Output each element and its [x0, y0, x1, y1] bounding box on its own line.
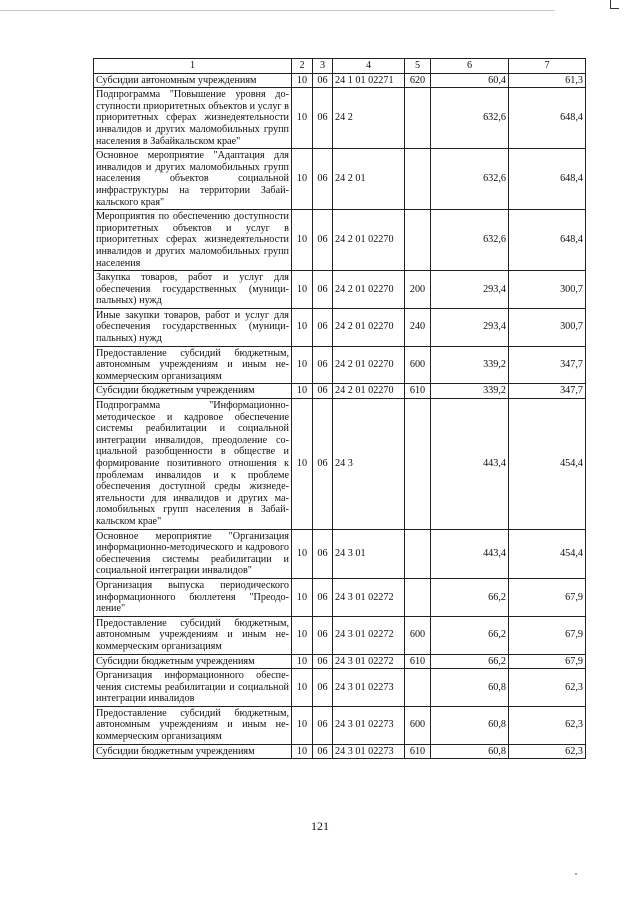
expense-type-cell	[405, 669, 431, 707]
subsection-cell: 06	[313, 669, 333, 707]
scan-top-line	[0, 10, 555, 11]
expense-type-cell: 240	[405, 308, 431, 346]
row-name-cell: Предоставление субсидий бюджетным, автономным учреждениям и иным некоммерческим организациям	[94, 616, 292, 654]
subsection-cell: 06	[313, 308, 333, 346]
budget-table	[93, 58, 586, 759]
target-article-cell: 24 2 01 02270	[333, 308, 405, 346]
amount-year2-cell: 300,7	[509, 271, 586, 309]
expense-type-cell: 610	[405, 384, 431, 399]
amount-year2-cell: 300,7	[509, 308, 586, 346]
header-cell: 6	[431, 59, 509, 74]
section-cell: 10	[292, 346, 313, 384]
amount-year1-cell: 293,4	[431, 308, 509, 346]
amount-year2-cell: 648,4	[509, 88, 586, 149]
target-article-cell: 24 2 01	[333, 149, 405, 210]
amount-year1-cell: 60,8	[431, 744, 509, 759]
subsection-cell: 06	[313, 384, 333, 399]
target-article-cell: 24 3 01 02272	[333, 654, 405, 669]
expense-type-cell	[405, 149, 431, 210]
subsection-cell: 06	[313, 616, 333, 654]
target-article-cell: 24 3 01 02273	[333, 669, 405, 707]
section-cell: 10	[292, 706, 313, 744]
row-name-cell: Основное мероприятие "Адаптация для инвалидов и других маломобильных групп населения объектов социальной инфраструктуры на территории Забайкальского края"	[94, 149, 292, 210]
row-name-cell: Мероприятия по обеспечению доступности приоритетных объектов и услуг в приоритетных сферах жизнедеятельности инвалидов и других маломобильных групп населения	[94, 210, 292, 271]
row-name-cell: Закупка товаров, работ и услуг для обеспечения государственных (муниципальных) нужд	[94, 271, 292, 309]
amount-year2-cell: 454,4	[509, 529, 586, 578]
table-row	[94, 308, 586, 346]
subsection-cell: 06	[313, 529, 333, 578]
table-row	[94, 346, 586, 384]
table-row	[94, 706, 586, 744]
amount-year1-cell: 60,4	[431, 73, 509, 88]
amount-year2-cell: 61,3	[509, 73, 586, 88]
target-article-cell: 24 2 01 02270	[333, 384, 405, 399]
amount-year1-cell: 293,4	[431, 271, 509, 309]
subsection-cell: 06	[313, 88, 333, 149]
expense-type-cell	[405, 88, 431, 149]
amount-year2-cell: 62,3	[509, 706, 586, 744]
table-row	[94, 744, 586, 759]
subsection-cell: 06	[313, 654, 333, 669]
expense-type-cell: 610	[405, 744, 431, 759]
section-cell: 10	[292, 744, 313, 759]
amount-year2-cell: 648,4	[509, 149, 586, 210]
row-name-cell: Субсидии бюджетным учреждениям	[94, 654, 292, 669]
header-cell: 2	[292, 59, 313, 74]
amount-year2-cell: 67,9	[509, 578, 586, 616]
section-cell: 10	[292, 149, 313, 210]
subsection-cell: 06	[313, 744, 333, 759]
table-row	[94, 73, 586, 88]
table-row	[94, 616, 586, 654]
subsection-cell: 06	[313, 73, 333, 88]
amount-year1-cell: 60,8	[431, 669, 509, 707]
table-row	[94, 669, 586, 707]
header-row	[94, 59, 586, 74]
table-row	[94, 529, 586, 578]
target-article-cell: 24 3 01	[333, 529, 405, 578]
amount-year1-cell: 632,6	[431, 149, 509, 210]
subsection-cell: 06	[313, 346, 333, 384]
row-name-cell: Предоставление субсидий бюджетным, автономным учреждениям и иным некоммерческим организациям	[94, 346, 292, 384]
amount-year1-cell: 632,6	[431, 210, 509, 271]
header-cell: 1	[94, 59, 292, 74]
table-row	[94, 654, 586, 669]
subsection-cell: 06	[313, 210, 333, 271]
target-article-cell: 24 3 01 02273	[333, 744, 405, 759]
table-row	[94, 399, 586, 530]
section-cell: 10	[292, 578, 313, 616]
amount-year1-cell: 632,6	[431, 88, 509, 149]
amount-year2-cell: 62,3	[509, 744, 586, 759]
section-cell: 10	[292, 73, 313, 88]
section-cell: 10	[292, 654, 313, 669]
scan-corner-mark	[610, 0, 619, 9]
table-row	[94, 384, 586, 399]
section-cell: 10	[292, 616, 313, 654]
row-name-cell: Организация информационного обеспечения системы реабилитации и социальной интеграции инвалидов	[94, 669, 292, 707]
target-article-cell: 24 2 01 02270	[333, 210, 405, 271]
expense-type-cell: 200	[405, 271, 431, 309]
subsection-cell: 06	[313, 149, 333, 210]
header-cell: 5	[405, 59, 431, 74]
section-cell: 10	[292, 88, 313, 149]
amount-year1-cell: 66,2	[431, 616, 509, 654]
section-cell: 10	[292, 529, 313, 578]
target-article-cell: 24 2 01 02270	[333, 346, 405, 384]
table-row	[94, 271, 586, 309]
section-cell: 10	[292, 384, 313, 399]
amount-year2-cell: 67,9	[509, 616, 586, 654]
expense-type-cell: 600	[405, 346, 431, 384]
row-name-cell: Субсидии автономным учреждениям	[94, 73, 292, 88]
subsection-cell: 06	[313, 271, 333, 309]
table-row	[94, 578, 586, 616]
row-name-cell: Иные закупки товаров, работ и услуг для обеспечения государственных (муниципальных) нужд	[94, 308, 292, 346]
row-name-cell: Субсидии бюджетным учреждениям	[94, 744, 292, 759]
row-name-cell: Подпрограмма "Повышение уровня доступности приоритетных объектов и услуг в приоритетных сферах жизнедеятельности инвалидов и других маломобильных групп населения в Забайкальском крае"	[94, 88, 292, 149]
row-name-cell: Субсидии бюджетным учреждениям	[94, 384, 292, 399]
row-name-cell: Предоставление субсидий бюджетным, автономным учреждениям и иным некоммерческим организациям	[94, 706, 292, 744]
amount-year1-cell: 339,2	[431, 384, 509, 399]
target-article-cell: 24 3	[333, 399, 405, 530]
amount-year2-cell: 62,3	[509, 669, 586, 707]
header-cell: 3	[313, 59, 333, 74]
row-name-cell: Основное мероприятие "Организация информационно-методического и кадрового обеспечения системы реабилитации и социальной интеграции инвалидов"	[94, 529, 292, 578]
table-row	[94, 149, 586, 210]
row-name-cell: Организация выпуска периодического информационного бюллетеня "Преодоление"	[94, 578, 292, 616]
amount-year1-cell: 60,8	[431, 706, 509, 744]
section-cell: 10	[292, 210, 313, 271]
expense-type-cell: 610	[405, 654, 431, 669]
section-cell: 10	[292, 669, 313, 707]
section-cell: 10	[292, 271, 313, 309]
header-cell: 7	[509, 59, 586, 74]
amount-year2-cell: 67,9	[509, 654, 586, 669]
amount-year2-cell: 454,4	[509, 399, 586, 530]
target-article-cell: 24 3 01 02273	[333, 706, 405, 744]
scan-speck	[575, 873, 577, 875]
expense-type-cell	[405, 399, 431, 530]
expense-type-cell: 600	[405, 616, 431, 654]
table-row	[94, 88, 586, 149]
amount-year1-cell: 339,2	[431, 346, 509, 384]
amount-year1-cell: 66,2	[431, 578, 509, 616]
target-article-cell: 24 1 01 02271	[333, 73, 405, 88]
target-article-cell: 24 2 01 02270	[333, 271, 405, 309]
expense-type-cell	[405, 529, 431, 578]
table-row	[94, 210, 586, 271]
header-cell: 4	[333, 59, 405, 74]
page-number: 121	[311, 819, 329, 833]
amount-year1-cell: 443,4	[431, 399, 509, 530]
expense-type-cell: 620	[405, 73, 431, 88]
expense-type-cell	[405, 578, 431, 616]
subsection-cell: 06	[313, 399, 333, 530]
amount-year1-cell: 66,2	[431, 654, 509, 669]
amount-year1-cell: 443,4	[431, 529, 509, 578]
target-article-cell: 24 2	[333, 88, 405, 149]
target-article-cell: 24 3 01 02272	[333, 578, 405, 616]
subsection-cell: 06	[313, 706, 333, 744]
row-name-cell: Подпрограмма "Информационно-методическое и кадровое обеспечение системы реабилитации и социальной интеграции инвалидов, преодоление социальной разобщенности в обществе и формирование позитивного отношения к проблемам инвалидов и к проблеме обеспечения доступной среды жизнедеятельности для инвалидов и других маломобильных групп населения в Забайкальском крае"	[94, 399, 292, 530]
subsection-cell: 06	[313, 578, 333, 616]
section-cell: 10	[292, 399, 313, 530]
amount-year2-cell: 347,7	[509, 346, 586, 384]
expense-type-cell: 600	[405, 706, 431, 744]
expense-type-cell	[405, 210, 431, 271]
section-cell: 10	[292, 308, 313, 346]
amount-year2-cell: 648,4	[509, 210, 586, 271]
target-article-cell: 24 3 01 02272	[333, 616, 405, 654]
amount-year2-cell: 347,7	[509, 384, 586, 399]
